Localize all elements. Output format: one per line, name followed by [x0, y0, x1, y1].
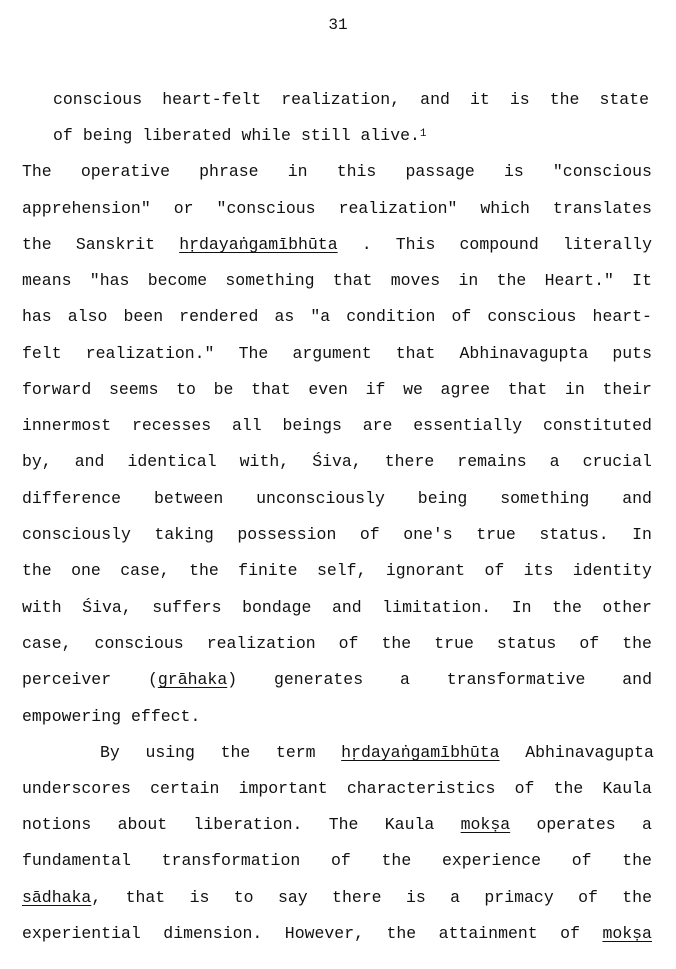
word: even: [308, 380, 348, 399]
text-line: [22, 380, 652, 400]
word: heart-felt: [162, 90, 262, 109]
word: experiential: [22, 924, 141, 943]
word: conscious: [487, 307, 577, 326]
word: being: [82, 126, 133, 145]
word: compound: [459, 235, 539, 254]
word: certain: [150, 779, 220, 798]
word: realization,: [281, 90, 401, 109]
word: between: [153, 489, 224, 508]
text-line: [22, 235, 652, 255]
word: still: [300, 126, 351, 145]
word: the: [381, 851, 412, 870]
word: conscious: [94, 634, 184, 653]
word: of: [484, 561, 505, 580]
word: while: [241, 126, 291, 145]
word: important: [238, 779, 328, 798]
word: of: [53, 126, 73, 145]
text-line: [22, 199, 652, 219]
text-line: [53, 126, 649, 148]
word: this: [336, 162, 377, 181]
word: a: [549, 452, 560, 471]
word: the: [22, 561, 52, 580]
word: of: [451, 307, 472, 326]
word: empowering: [22, 707, 122, 726]
word: translates: [552, 199, 652, 218]
word: It: [632, 271, 652, 290]
word: the: [496, 271, 527, 290]
word: that: [125, 888, 166, 907]
text-line: [22, 307, 652, 327]
word: dimension.: [163, 924, 263, 943]
word: rendered: [179, 307, 259, 326]
word: "conscious: [216, 199, 316, 218]
word: ignorant: [385, 561, 466, 580]
word: .: [361, 235, 372, 254]
word: agree: [440, 380, 491, 399]
word: the: [552, 598, 582, 617]
underlined-term: sādhaka: [22, 888, 92, 907]
word: primacy: [484, 888, 554, 907]
word: effect.: [131, 707, 201, 726]
text-line: [22, 598, 652, 618]
underlined-term: mokṣa: [460, 815, 511, 834]
text-line: [22, 634, 652, 654]
word: been: [123, 307, 164, 326]
text-line: [22, 851, 652, 871]
word: one: [71, 561, 101, 580]
word: beings: [282, 416, 342, 435]
underlined-term: grāhaka: [157, 670, 228, 689]
word: innermost: [22, 416, 112, 435]
word: Kaula: [602, 779, 652, 798]
word: realization.": [85, 344, 215, 363]
page-number: 31: [328, 16, 348, 34]
word: difference: [22, 489, 122, 508]
word: something: [225, 271, 315, 290]
text-line: [22, 561, 652, 581]
word: its: [523, 561, 554, 580]
word: transformation: [161, 851, 301, 870]
word: Kaula: [384, 815, 435, 834]
word: puts: [612, 344, 652, 363]
word: being: [417, 489, 468, 508]
word: to: [233, 888, 254, 907]
word: [341, 743, 499, 763]
word: is: [189, 888, 210, 907]
word: that: [507, 380, 548, 399]
text-line: [22, 525, 652, 545]
word: true: [476, 525, 516, 544]
word: one's: [403, 525, 453, 544]
text-line: [22, 489, 652, 509]
word: of: [578, 888, 598, 907]
word: possession: [237, 525, 337, 544]
word: Śiva,: [312, 452, 362, 471]
word: the: [381, 634, 412, 653]
word: sādhaka,: [22, 888, 102, 907]
word: In: [632, 525, 652, 544]
word: if: [365, 380, 386, 399]
word: Śiva,: [82, 598, 132, 617]
word: the: [220, 743, 251, 762]
word: status.: [539, 525, 609, 544]
word: that: [395, 344, 436, 363]
word: fundamental: [22, 851, 131, 870]
text-line: [22, 344, 652, 364]
word: apprehension": [22, 199, 151, 218]
word: something: [500, 489, 590, 508]
word: liberation.: [193, 815, 303, 834]
word: Heart.": [544, 271, 614, 290]
word: the: [549, 90, 580, 109]
word: means: [22, 271, 72, 290]
word: In: [511, 598, 532, 617]
word: their: [602, 380, 652, 399]
word: of: [571, 851, 592, 870]
word: a: [400, 670, 410, 689]
word: By: [100, 743, 120, 762]
footnote-marker: 1: [419, 128, 427, 140]
word: taking: [154, 525, 214, 544]
underlined-term: mokṣa: [602, 924, 652, 943]
text-line: [22, 416, 652, 436]
word: state: [599, 90, 649, 109]
word: the: [22, 235, 52, 254]
word: has: [22, 307, 52, 326]
text-line: [22, 924, 652, 944]
word: alive.$^1$: [360, 126, 427, 145]
word: are: [362, 416, 393, 435]
word: the: [622, 851, 652, 870]
word: of: [579, 634, 600, 653]
word: and: [332, 598, 362, 617]
word: notions: [22, 815, 92, 834]
word: there: [384, 452, 435, 471]
word: The: [238, 344, 269, 363]
word: term: [275, 743, 316, 762]
word: consciously: [22, 525, 131, 544]
word: bondage: [242, 598, 312, 617]
word: about: [117, 815, 168, 834]
word: "has: [89, 271, 130, 290]
word: finite: [238, 561, 298, 580]
word: there: [332, 888, 382, 907]
word: The: [22, 162, 52, 181]
word: the: [553, 779, 584, 798]
word: of: [338, 634, 359, 653]
word: as: [274, 307, 295, 326]
word: a: [642, 815, 652, 834]
word: status: [496, 634, 557, 653]
word: all: [231, 416, 262, 435]
word: of: [330, 851, 351, 870]
word: literally: [562, 235, 652, 254]
word: the: [189, 561, 219, 580]
word: attainment: [438, 924, 538, 943]
word: constituted: [543, 416, 652, 435]
word: unconsciously: [256, 489, 385, 508]
word: is: [509, 90, 530, 109]
word: essentially: [413, 416, 523, 435]
word: "conscious: [552, 162, 652, 181]
word: characteristics: [346, 779, 496, 798]
text-line: [22, 271, 652, 291]
word: it: [469, 90, 490, 109]
word: [602, 924, 652, 944]
word: moves: [390, 271, 441, 290]
word: realization": [338, 199, 458, 218]
word: The: [328, 815, 359, 834]
word: of: [514, 779, 535, 798]
word: identical: [127, 452, 217, 471]
word: of: [359, 525, 380, 544]
word: Abhinavagupta: [525, 743, 654, 762]
word: However,: [284, 924, 365, 943]
word: by,: [22, 452, 52, 471]
word: heart-: [592, 307, 652, 326]
text-line: [22, 452, 652, 472]
word: we: [403, 380, 423, 399]
word: of: [560, 924, 580, 943]
word: is: [503, 162, 524, 181]
word: "a: [310, 307, 331, 326]
word: identity: [572, 561, 652, 580]
word: phrase: [199, 162, 259, 181]
word: in: [287, 162, 308, 181]
word: perceiver: [22, 670, 112, 689]
word: is: [405, 888, 426, 907]
word: case,: [120, 561, 170, 580]
word: that: [332, 271, 373, 290]
text-line: [22, 815, 652, 835]
word: seems: [108, 380, 159, 399]
word: be: [213, 380, 234, 399]
text-line: [53, 90, 649, 110]
word: and: [622, 670, 652, 689]
word: the: [622, 634, 652, 653]
word: underscores: [22, 779, 131, 798]
word: which: [480, 199, 530, 218]
word: crucial: [582, 452, 652, 471]
word: transformative: [446, 670, 586, 689]
word: suffers: [152, 598, 222, 617]
underlined-term: hṛdayaṅgamībhūta: [341, 743, 500, 762]
word: felt: [22, 344, 62, 363]
text-line: [100, 743, 654, 763]
word: generates: [274, 670, 364, 689]
word: (grāhaka): [148, 670, 238, 689]
word: say: [277, 888, 308, 907]
word: operates: [536, 815, 616, 834]
word: in: [458, 271, 479, 290]
word: that: [251, 380, 291, 399]
word: Abhinavagupta: [459, 344, 589, 363]
word: argument: [292, 344, 372, 363]
word: using: [145, 743, 195, 762]
word: limitation.: [382, 598, 492, 617]
word: forward: [22, 380, 92, 399]
word: other: [602, 598, 652, 617]
word: with,: [239, 452, 290, 471]
word: true: [434, 634, 474, 653]
word: to: [176, 380, 196, 399]
word: experience: [441, 851, 541, 870]
word: in: [564, 380, 585, 399]
word: the: [386, 924, 417, 943]
word: with: [22, 598, 62, 617]
word: the: [622, 888, 652, 907]
word: conscious: [53, 90, 143, 109]
word: self,: [316, 561, 367, 580]
word: realization: [206, 634, 316, 653]
text-line: [22, 888, 652, 908]
word: case,: [22, 634, 72, 653]
word: condition: [346, 307, 436, 326]
text-line: [22, 779, 652, 799]
word: [461, 815, 511, 835]
text-line: [22, 670, 652, 690]
word: recesses: [131, 416, 212, 435]
word: also: [67, 307, 108, 326]
word: Sanskrit: [75, 235, 156, 254]
word: and: [74, 452, 105, 471]
word: [179, 235, 337, 255]
text-line: [22, 707, 652, 727]
word: or: [173, 199, 194, 218]
underlined-term: hṛdayaṅgamībhūta: [179, 235, 338, 254]
word: passage: [405, 162, 475, 181]
word: and: [622, 489, 652, 508]
word: become: [147, 271, 208, 290]
word: a: [450, 888, 461, 907]
word: liberated: [142, 126, 232, 145]
word: and: [420, 90, 450, 109]
word: operative: [80, 162, 170, 181]
text-line: [22, 162, 652, 182]
word: This: [395, 235, 436, 254]
word: remains: [457, 452, 527, 471]
